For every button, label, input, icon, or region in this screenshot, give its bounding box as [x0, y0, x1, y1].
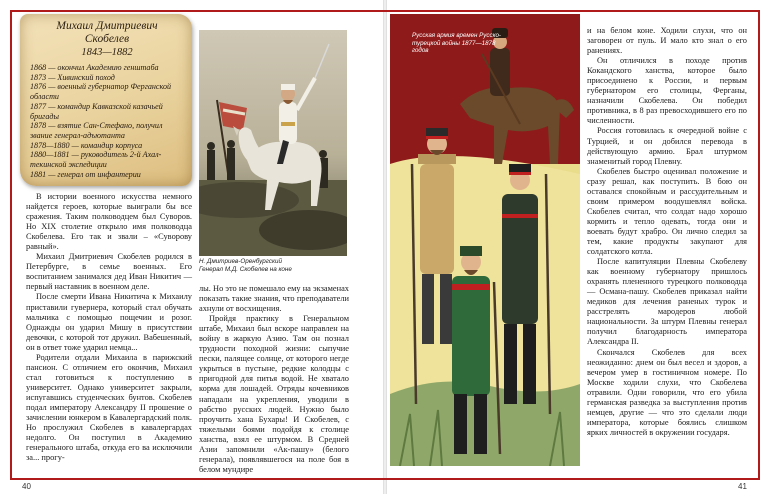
paragraph: Родители отдали Михаила в парижский пансион. С отличием его окончив, Михаил стал готовиться к поступлению в университет. Однако университет закрыли, испугавшись студенческих бунтов. Скобелев подал императору Александру II прошение о зачислении юнкером в Кавалергардский полк. Но прослужил Скобелев в кавалергардах недолго. Он поступил в Академию генерального штаба, откуда его ва исключили за... прогу- — [26, 352, 192, 463]
paragraph: В истории военного искусства немного найдется героев, которые выиграли бы все сражения. Таким полководцем был Суворов. Но XIX столетие открыло имя полководца Скобелева. Его так и звали – «Суворову равный». — [26, 192, 192, 252]
timeline-years: 1843—1882 — [81, 47, 133, 58]
text-column-1 — [26, 192, 192, 463]
paragraph: Скончался Скобелев для всех неожиданно: днем он был весел и здоров, а вечером умер в гостиничном номере. По Москве ходили слухи, что Скобелева отравили. Одни говорили, что его убила германская разведка за выступления против немцев, другие — что это сделали люди императора, которые боялись слишком ярких личностей в окружении государя. — [587, 347, 747, 437]
painting-skobelev-on-horse — [199, 30, 347, 256]
timeline-item: 1877 — командир Кавказской казачьей бригады — [30, 101, 163, 121]
paragraph: Михаил Дмитриевич Скобелев родился в Петербурге, в семье военных. Его воспитанием занимался дед Иван Никитич — первый наставник в военном деле. — [26, 252, 192, 292]
timeline-item: 1878 — взятие Сан-Стефано, получил звание генерал-адъютанта — [30, 121, 163, 140]
paragraph: Он отличился в походе против Кокандского ханства, которое было присоединено к России, и первым губернатором его столицы, Ферганы, назначили Скобелева. Он победил противника, в 8 раз превосходившего его по численности. — [587, 56, 747, 126]
painting-caption-text: Н. Дмитриев-Оренбургский Генерал М.Д. Скобелев на коне — [199, 258, 292, 273]
paragraph: Скобелев быстро оценивал положение и сразу решал, как поступить. В бою он оставался спокойным и рассудительным и своим примером воодушевлял войска. Скобелев считал, что солдат надо хорошо кормить и тепло одевать, тогда они и воевать будут храбро. Он лично следил за тем, какие продукты закупают для солдатского котла. — [587, 166, 747, 257]
timeline-item: 1881 — генерал от инфантерии — [30, 169, 141, 179]
paragraph: Пройдя практику в Генеральном штабе, Михаил был вскоре направлен на войну в жаркую Азию. Там он познал трудности походной жизни: сыпучие пески, палящее солнце, от которого негде укрыться в пустыне, редкие колодцы с пригодной для питья водой. Не хватало корма для лошадей. Отряды кочевников нападали на укрепления, уводили в рабство русских людей. Нужно было проучить хана Бухары! И Скобелев, с тяжелыми боями подойдя к столице ханства, взял ее штурмом. В Средней Азии запомнили «Ак-пашу» (белого генерала), появлявшегося на поле боя в белом мундире — [199, 314, 349, 474]
page-number-right: 41 — [738, 482, 747, 491]
illustration-russian-army — [390, 14, 580, 466]
timeline-scroll — [20, 14, 192, 186]
paragraph: После смерти Ивана Никитича к Михаилу приставили гувернера, который стал обучать мальчика с помощью пощечин и розог. Однажды он ударил Мишу в присутствии девочки, с которой тот дружил. Вабешенный, он в ответ тоже ударил немца... — [26, 292, 192, 352]
painting-caption — [199, 258, 349, 274]
paragraph: Россия готовилась к очередной войне с Турцией, и он добился перевода в действующую армию. Брал штурмом знаменитый город Плевну. — [587, 126, 747, 166]
timeline-item: 1876 — военный губернатор Ферганской области — [30, 82, 172, 102]
paragraph: лы. Но это не помешало ему на экзаменах показать такие знания, что преподаватели ахнули от восхищения. — [199, 284, 349, 314]
paragraph: и на белом коне. Ходили слухи, что он заговорен от пуль. И мало кто знал о его ранениях. — [587, 26, 747, 56]
timeline-item: 1868 — окончил Академию генштаба — [30, 63, 159, 72]
timeline-item: 1880—1881 — руководитель 2-й Ахал-текинской экспедиции — [30, 150, 162, 170]
timeline-item: 1873 — Хивинский поход — [30, 72, 115, 82]
timeline-name: Михаил Дмитриевич — [56, 20, 158, 32]
text-column-3 — [587, 26, 747, 438]
text-column-2 — [199, 284, 349, 475]
paragraph: После капитуляции Плевны Скобелеву как военному губернатору пришлось охранять плененного турецкого полководца — Османа-пашу. Скобелев приказал найти медиков для лечения раненых турок и расстрелять мародеров любой национальности. За штурм Плевны генерал получил благодарность императора Александра II. — [587, 257, 747, 347]
timeline-item: 1878—1880 — командир корпуса — [30, 140, 143, 150]
page-number-left: 40 — [22, 482, 31, 491]
timeline-surname: Скобелев — [84, 33, 130, 45]
illustration-caption: Русская армия времен Русско-турецкой войны 1877—1878 годов — [412, 32, 501, 55]
